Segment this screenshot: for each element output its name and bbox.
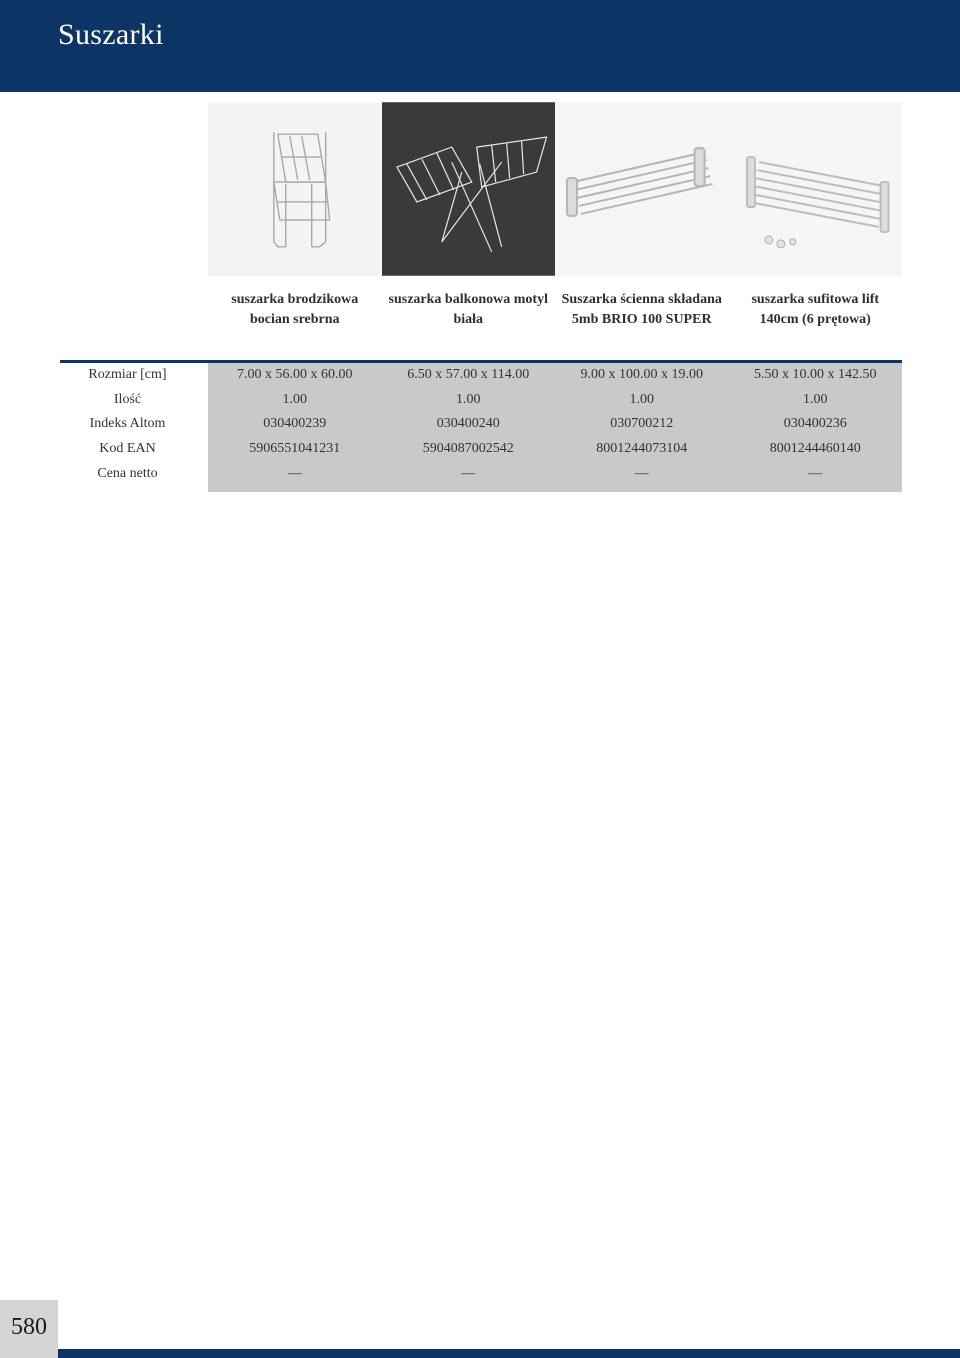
row-label-ean: Kod EAN [99,441,156,456]
cell-size: 5.50 x 10.00 x 142.50 [754,367,877,382]
product-photos [208,102,902,276]
photo-wall-dryer [555,102,729,276]
product-name-line: suszarka sufitowa lift [751,292,880,307]
cell-price: — [461,466,476,481]
product-name-3 [555,290,729,330]
cell-ean: 5904087002542 [422,441,514,456]
row-price [0,461,960,486]
footer-bar [58,1349,960,1358]
product-name-line: 5mb BRIO 100 SUPER [571,312,712,327]
cell-index: 030400239 [263,416,327,431]
page-header [0,0,960,92]
page-number-box [0,1300,58,1358]
cell-size: 9.00 x 100.00 x 19.00 [580,367,703,382]
cell-qty: 1.00 [803,392,828,407]
row-size [0,362,960,387]
cell-index: 030700212 [610,416,674,431]
product-name-line: biała [453,312,484,327]
product-names [208,290,902,330]
cell-ean: 8001244073104 [596,441,688,456]
product-name-1 [208,290,382,330]
cell-price: — [808,466,823,481]
row-label-price: Cena netto [97,466,158,481]
cell-price: — [287,466,302,481]
cell-ean: 8001244460140 [769,441,861,456]
row-label-qty: Ilość [113,392,142,407]
cell-size: 6.50 x 57.00 x 114.00 [407,367,530,382]
product-name-4 [729,290,903,330]
page-number: 580 [11,1314,47,1340]
photo-drying-rack-tower [208,102,382,276]
cell-index: 030400240 [436,416,500,431]
row-ean [0,436,960,461]
product-name-2 [382,290,556,330]
row-label-index: Indeks Altom [89,416,166,431]
cell-size: 7.00 x 56.00 x 60.00 [237,367,353,382]
product-image-lift [729,102,903,276]
row-qty [0,387,960,412]
product-name-line: suszarka balkonowa motyl [388,292,548,307]
cell-qty: 1.00 [629,392,654,407]
product-name-line: 140cm (6 prętowa) [759,312,871,327]
cell-qty: 1.00 [456,392,481,407]
product-name-line: bocian srebrna [249,312,340,327]
cell-ean: 5906551041231 [249,441,341,456]
photo-butterfly-dryer [382,102,556,276]
photo-ceiling-dryer [729,102,903,276]
page-title: Suszarki [58,18,164,51]
product-name-line: suszarka brodzikowa [231,292,359,307]
product-image-brio [555,102,729,276]
cell-index: 030400236 [783,416,847,431]
row-label-size: Rozmiar [cm] [88,367,167,382]
cell-qty: 1.00 [282,392,307,407]
product-image-motyl [382,102,556,276]
product-image-bocian [208,102,382,276]
cell-price: — [634,466,649,481]
product-name-line: Suszarka ścienna składana [561,292,722,307]
row-index [0,411,960,436]
